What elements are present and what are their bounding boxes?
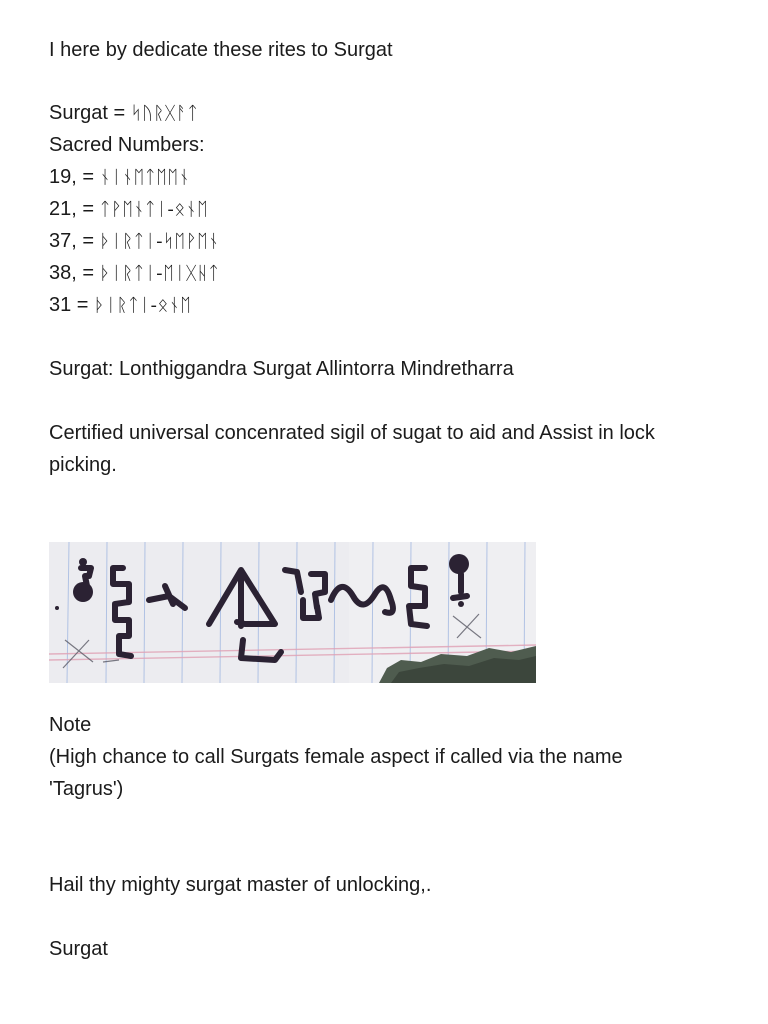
number-runes: ᛏᚹᛖᚾᛏᛁ-ᛟᚾᛖ xyxy=(99,199,209,220)
note-line-1: (High chance to call Surgats female aspect if called via the name xyxy=(49,746,623,768)
sacred-numbers-heading: Sacred Numbers: xyxy=(49,134,205,156)
number-label: 21, = xyxy=(49,198,100,220)
number-runes: ᚾᛁᚾᛖᛏᛖᛖᚾ xyxy=(99,167,191,188)
certified-line-2: picking. xyxy=(49,454,117,476)
number-label: 37, = xyxy=(49,230,100,252)
number-line-21 xyxy=(49,197,208,222)
number-line-38 xyxy=(49,261,220,286)
surgat-label: Surgat = xyxy=(49,102,131,124)
intro-line: I here by dedicate these rites to Surgat xyxy=(49,39,393,61)
hail-line: Hail thy mighty surgat master of unlocking,. xyxy=(49,874,432,896)
note-line-2: 'Tagrus') xyxy=(49,778,124,800)
number-line-37 xyxy=(49,229,220,254)
full-name-line: Surgat: Lonthiggandra Surgat Allintorra Mindretharra xyxy=(49,358,514,380)
number-line-19 xyxy=(49,165,190,190)
number-line-31 xyxy=(49,293,191,318)
number-runes: ᚦᛁᚱᛏᛁ-ᛋᛖᚹᛖᚾ xyxy=(99,231,220,252)
surgat-rune-line xyxy=(49,101,199,126)
number-runes: ᚦᛁᚱᛏᛁ-ᛟᚾᛖ xyxy=(94,295,192,316)
closing-signature: Surgat xyxy=(49,938,108,960)
number-label: 19, = xyxy=(49,166,100,188)
note-title: Note xyxy=(49,714,92,736)
sigil-image xyxy=(49,542,536,683)
certified-line-1: Certified universal concenrated sigil of sugat to aid and Assist in lock xyxy=(49,422,655,444)
number-label: 38, = xyxy=(49,262,100,284)
number-runes: ᚦᛁᚱᛏᛁ-ᛖᛁᚷᚺᛏ xyxy=(99,263,220,284)
surgat-runes: ᛋᚢᚱᚷᚨᛏ xyxy=(130,103,199,124)
number-label: 31 = xyxy=(49,294,95,316)
